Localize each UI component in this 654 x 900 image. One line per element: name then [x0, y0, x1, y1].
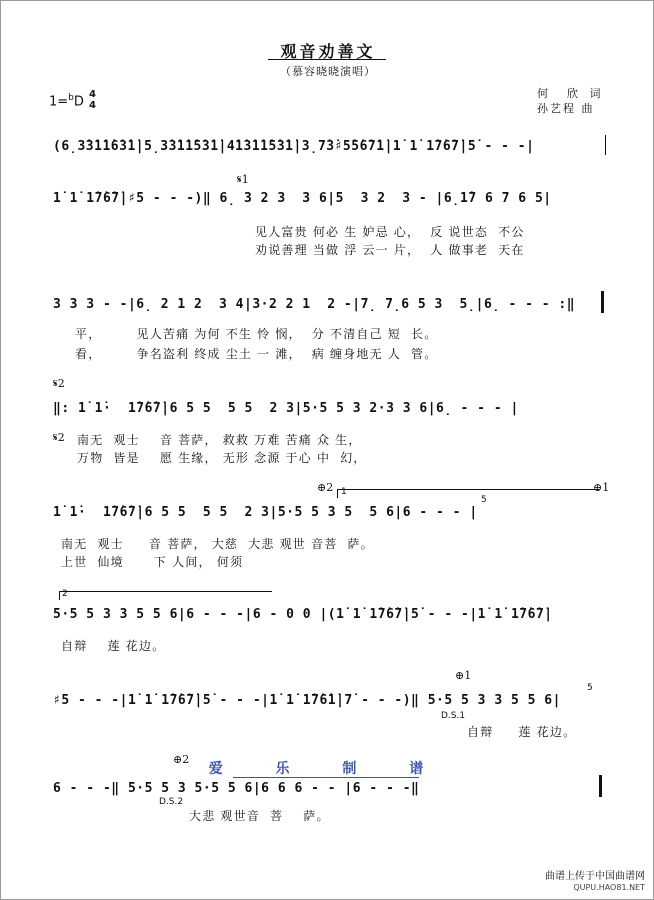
flat-icon: b — [68, 93, 74, 103]
watermark-text: 爱 乐 制 谱 — [208, 761, 448, 777]
lyric-line-3a: 平， 见人苦痛 为何 不生 怜 悯， 分 不清自己 短 长。 — [75, 327, 438, 341]
watermark-underline — [233, 777, 419, 778]
footer-url: QUPU.HAO81.NET — [573, 883, 645, 892]
coda-1-b-icon: ⊕1 — [455, 669, 472, 682]
title-underline — [268, 59, 386, 60]
lyric-line-4a: 南无 观士 音 菩萨， 救救 万难 苦痛 众 生， — [77, 433, 362, 447]
staff-line-2: 1̇ 1̇ 1̇7̇6̇7̇|♯5 - - -)‖ 6̣ 3 2 3 3 6|5 3 2 3 - |6̣1̇7 6 7 6 5| — [53, 191, 552, 206]
time-sig-bottom: 4 — [89, 100, 96, 111]
time-signature — [89, 89, 96, 111]
segno-1-icon: 𝄋1 — [237, 173, 249, 186]
repeat-end-barline — [601, 291, 604, 313]
key-note: D — [73, 94, 84, 110]
volta-2-bracket — [59, 591, 272, 600]
grace-note: 5 — [481, 495, 487, 505]
lyric-line-8a: 大悲 观世音 菩 萨。 — [189, 809, 330, 823]
time-sig-top: 4 — [89, 89, 96, 100]
song-title: 观音劝善文 — [280, 42, 376, 61]
staff-line-5: 1̇ 1̇· 1̇7̇6̇7̇|6 5 5 5 5 2 3|5·5 5 3 5 5 6|6 - - - | — [53, 505, 478, 520]
key-signature — [49, 93, 84, 109]
lyric-line-5a: 南无 观士 音 菩萨， 大慈 大悲 观世 音菩 萨。 — [61, 537, 374, 551]
staff-line-7: ♯5 - - -|1̇ 1̇ 1̇7̇6̇7̇|5̇ - - -|1̇ 1̇ 1̇7̇6̇1̇|7̇ - - -)‖ 5·5 5 3 3 5 5 6| — [53, 693, 561, 708]
staff-line-8: 6 - - -‖ 5·5 5 3 5·5 5 6|6 6 6 - - |6 - - -‖ — [53, 781, 420, 796]
coda-after-volta-icon: ⊕1 — [593, 481, 610, 494]
barline — [605, 135, 606, 155]
volta-1-number: 1 — [341, 487, 347, 497]
lyric-line-3b: 看， 争名盗利 终成 尘土 一 滩， 病 缠身地无 人 管。 — [75, 347, 438, 361]
final-barline — [599, 775, 602, 797]
ds-1-marking: D.S.1 — [441, 711, 466, 721]
footer-credit — [545, 871, 645, 893]
lyric-line-6a: 自辩 莲 花边。 — [61, 639, 166, 653]
segno-2-inline-icon: 𝄋2 — [53, 431, 65, 444]
volta-2-number: 2 — [62, 589, 68, 599]
lyric-line-7a: 自辩 莲 花边。 — [467, 725, 577, 739]
staff-line-6: 5·5 5 3 3 5 5 6|6 - - -|6 - 0 0 |(1̇ 1̇ 1̇7̇6̇7̇|5̇ - - -|1̇ 1̇ 1̇7̇6̇7̇| — [53, 607, 553, 622]
coda-2-1-icon: ⊕2 — [317, 481, 334, 494]
lyric-line-5b: 上世 仙境 下 人间， 何须 — [61, 555, 244, 569]
staff-line-1: (6̣3̇3̇1̇1̇6̇3̇1̇|5̣3̇3̇1̇1̇5̇3̇1̇|4̇1̇3̇1̇1̇5̇3̇1̇|3̣7̇3̇♯5̇5̇6̇7̇1̇|1̇ 1̇ 1̇7̇6̇7̇|5̇ - - -| — [53, 139, 535, 154]
composer-credit: 孙艺程 曲 — [537, 102, 595, 115]
lyric-line-2b: 劝说善理 当做 浮 云一 片， 人 做事老 天在 — [255, 243, 525, 257]
lyric-line-4b: 万物 皆是 愿 生缘， 无形 念源 于心 中 幻， — [77, 451, 367, 465]
staff-line-4: ‖: 1̇ 1̇· 1̇7̇6̇7̇|6 5 5 5 5 2 3|5·5 5 3 2·3 3 6|6̣ - - - | — [53, 401, 519, 416]
volta-1-bracket — [337, 489, 600, 498]
lyricist-credit: 何 欣 词 — [537, 87, 605, 100]
lyric-line-2a: 见人富贵 何必 生 妒忌 心， 反 说世态 不公 — [255, 225, 525, 239]
grace-note-b: 5 — [587, 683, 593, 693]
segno-2-icon: 𝄋2 — [53, 377, 65, 390]
footer-text: 曲谱上传于中国曲谱网 — [545, 871, 645, 882]
key-prefix: 1= — [49, 94, 69, 110]
coda-2-icon: ⊕2 — [173, 753, 190, 766]
staff-line-3: 3 3 3 - -|6̣ 2 1 2 3 4|3·2 2 1 2 -|7̣ 7̣6 5 3 5̣|6̣ - - - :‖ — [53, 297, 576, 312]
ds-2-marking: D.S.2 — [159, 797, 184, 807]
song-subtitle: （慕容晓晓演唱） — [280, 65, 376, 78]
